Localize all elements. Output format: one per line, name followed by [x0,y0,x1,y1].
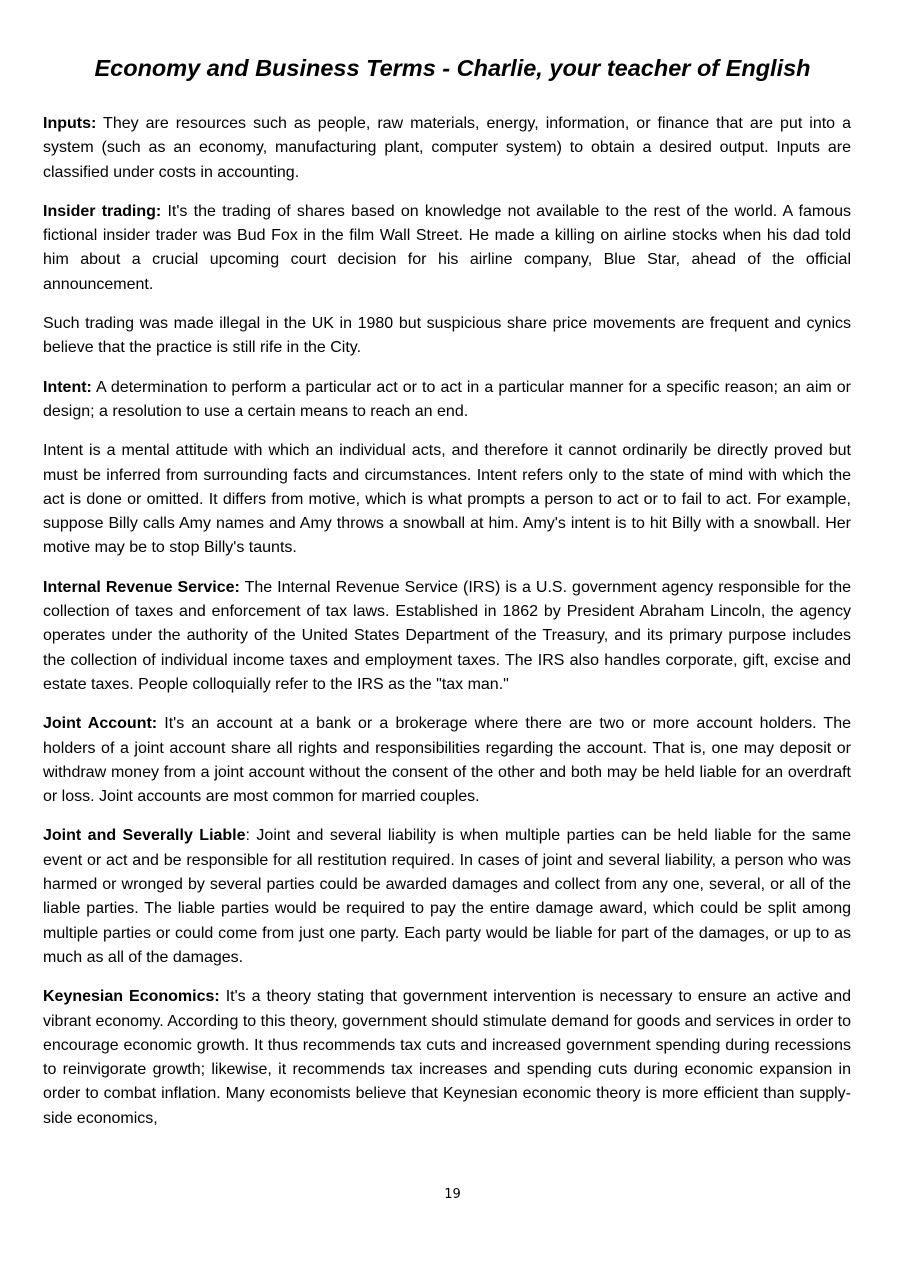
entry-term: Joint Account: [43,715,158,733]
glossary-entry-inputs [43,112,851,185]
entry-term: Keynesian Economics: [43,988,220,1006]
entry-definition: : Joint and several liability is when multiple parties can be held liable for the same event or act and be responsible for all restitution required. In cases of joint and several liability, a person who was harmed or wronged by several parties could be awarded damages and collect from any one, several, or all of the liable parties. The liable parties would be required to pay the entire damage award, which could be split among multiple parties or could come from just one party. Each party would be liable for part of the damages, or up to as much as all of the damages. [43,827,851,966]
glossary-entry-keynesian-economics [43,985,851,1131]
glossary-paragraph-intent-continued [43,439,851,560]
glossary-entry-joint-account [43,712,851,809]
entry-definition: A determination to perform a particular act or to act in a particular manner for a specific reason; an aim or design; a resolution to use a certain means to reach an end. [43,378,851,420]
entry-definition: It's the trading of shares based on knowledge not available to the rest of the world. A famous fictional insider trader was Bud Fox in the film Wall Street. He made a killing on airline stocks when his dad told him about a crucial upcoming court decision for his airline company, Blue Star, ahead of the official announcement. [43,202,852,293]
entry-definition: Such trading was made illegal in the UK in 1980 but suspicious share price movements are frequent and cynics believe that the practice is still rife in the City. [43,315,851,357]
glossary-body [43,112,851,1146]
entry-term: Internal Revenue Service: [43,578,240,596]
entry-term: Intent: [43,378,92,396]
entry-term: Insider trading: [43,202,162,220]
entry-definition: Intent is a mental attitude with which an individual acts, and therefore it cannot ordinarily be directly proved but must be inferred from surrounding facts and circumstances. Intent refers only to the state of mind with which the act is done or omitted. It differs from motive, which is what prompts a person to act or to fail to act. For example, suppose Billy calls Amy names and Amy throws a snowball at him. Amy's intent is to hit Billy with a snowball. Her motive may be to stop Billy's taunts. [43,442,851,557]
entry-term: Joint and Severally Liable [43,827,246,845]
document-title: Economy and Business Terms - Charlie, your teacher of English [94,55,811,81]
glossary-entry-intent [43,376,851,425]
entry-definition: It's an account at a bank or a brokerage where there are two or more account holders. The holders of a joint account share all rights and responsibilities regarding the account. That is, one may deposit or withdraw money from a joint account without the consent of the other and both may be held liable for an overdraft or loss. Joint accounts are most common for married couples. [43,715,851,806]
entry-definition: They are resources such as people, raw materials, energy, information, or finance that are put into a system (such as an economy, manufacturing plant, computer system) to obtain a desired output. Inputs are classified under costs in accounting. [43,115,851,181]
page-number: 19 [444,1187,461,1202]
glossary-entry-joint-and-severally-liable [43,824,851,970]
entry-definition: It's a theory stating that government intervention is necessary to ensure an active and vibrant economy. According to this theory, government should stimulate demand for goods and services in order to encourage economic growth. It thus recommends tax cuts and increased government spending during recessions to reinvigorate growth; likewise, it recommends tax increases and spending cuts during economic expansion in order to combat inflation. Many economists believe that Keynesian economic theory is more efficient than supply-side economics, [43,988,851,1127]
glossary-entry-internal-revenue-service [43,576,851,697]
glossary-paragraph-insider-trading-continued [43,312,851,361]
glossary-entry-insider-trading [43,200,851,297]
entry-term: Inputs: [43,115,97,132]
entry-definition: The Internal Revenue Service (IRS) is a U.S. government agency responsible for the collection of taxes and enforcement of tax laws. Established in 1862 by President Abraham Lincoln, the agency operates under the authority of the United States Department of the Treasury, and its primary purpose includes the collection of individual income taxes and employment taxes. The IRS also handles corporate, gift, excise and estate taxes. People colloquially refer to the IRS as the "tax man." [43,578,852,693]
